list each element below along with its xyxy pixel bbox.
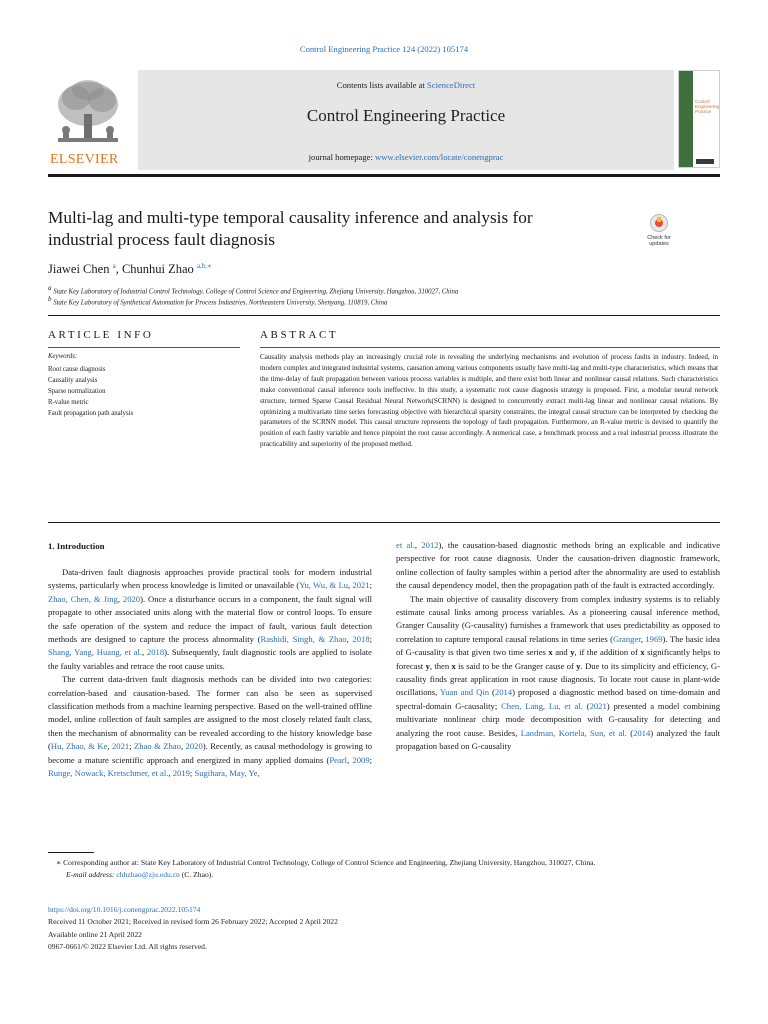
body-text: ) presented a model combining multivariate nonlinear chirp mode decomposition with G-causality for detecting and analyzing the root cause. Besides,	[396, 700, 721, 738]
citation-link[interactable]: Rashidi, Singh, & Zhao	[260, 634, 347, 645]
citation-link[interactable]: 2014	[494, 687, 513, 698]
citation-link[interactable]: Yuan and Qin	[440, 687, 489, 698]
section-divider	[48, 315, 720, 316]
crossmark-label-line: updates	[649, 241, 669, 247]
keywords-label: Keywords:	[48, 353, 78, 360]
body-text: ). Once a disturbance occurs in a component, the fault signal will propagate to other associated units along with the material flow or control loops. To ensure the safe operation of the system and reduce the impact of fault, various fault detection methods are designed to capture the process abnormality (	[48, 593, 373, 645]
cover-title	[695, 99, 719, 114]
citation-link[interactable]: 2009	[352, 754, 370, 765]
citation-link[interactable]: 2020	[122, 593, 141, 604]
cover-title-line: Engineering	[695, 104, 720, 109]
article-title-line: Multi-lag and multi-type temporal causality inference and analysis for	[48, 208, 533, 227]
footnote-email-line	[48, 869, 720, 881]
body-text: ,	[117, 593, 123, 604]
affiliation-marker: a	[48, 284, 52, 292]
body-text: The main objective of causality discovery from complex industry systems is to reliably estimate causal links among process variables. As a pioneering causal inference method, Granger Causality (G-causality) furnishes a framework that uses predictability as opposed to correlation to capture temporal causal relations in time series (	[396, 593, 720, 644]
body-text: ). Recently, as causal methodology is growing to become a mature scientific approach and energized in many applied domains (	[48, 741, 373, 765]
citation-link[interactable]: Chen, Lang, Lu, et al.	[501, 700, 583, 711]
affiliation-text: State Key Laboratory of Synthetical Automation for Process Industries, Northeastern University, Shenyang, 110819, China	[51, 299, 388, 307]
available-online: Available online 21 April 2022	[48, 929, 142, 939]
body-text: ,	[141, 647, 147, 658]
journal-header	[48, 70, 720, 172]
keyword: Fault propagation path analysis	[48, 409, 134, 417]
citation-link[interactable]: Yu, Wu, & Lu	[299, 580, 348, 591]
author-name: Chunhui Zhao	[121, 262, 194, 277]
body-text: ,	[347, 754, 353, 765]
citation-link[interactable]: Granger	[612, 633, 641, 644]
journal-name: Control Engineering Practice	[306, 106, 506, 125]
author-affiliation-ref[interactable]: a	[112, 262, 116, 270]
article-info-divider	[48, 347, 240, 348]
affiliation-a	[48, 284, 458, 295]
crossmark-label	[642, 235, 676, 247]
citation-link[interactable]: Hu, Zhao, & Ke	[50, 741, 108, 752]
check-for-updates-badge[interactable]	[642, 214, 676, 254]
body-text: ,	[346, 634, 353, 645]
author-list	[48, 262, 212, 277]
citation-link[interactable]: 2021	[589, 700, 607, 711]
email-label: E-mail address:	[66, 870, 115, 880]
citation-link[interactable]: et al.	[396, 540, 415, 550]
cover-title-line: Practice	[695, 109, 712, 114]
body-text: (	[489, 687, 495, 698]
body-text: is said to be the Granger cause of	[455, 660, 577, 671]
corresponding-author-footnote	[48, 857, 720, 882]
keywords-list	[48, 365, 133, 420]
journal-cover-thumbnail[interactable]	[678, 70, 720, 168]
journal-reference[interactable]: Control Engineering Practice 124 (2022) 105174	[299, 44, 469, 54]
affiliation-marker: b	[48, 295, 52, 303]
body-paragraph	[396, 593, 720, 754]
citation-link[interactable]: Zhao, Chen, & Jing	[48, 593, 118, 604]
header-divider	[48, 174, 720, 177]
body-text: ;	[189, 768, 195, 779]
affiliation-text: State Key Laboratory of Industrial Control Technology, College of Control Science and Engineering, Zhejiang University, Hangzhou, 310027, China	[51, 288, 459, 296]
abstract-divider	[260, 347, 720, 348]
citation-link[interactable]: 2019	[172, 768, 190, 779]
keyword: Root cause diagnosis	[48, 366, 106, 373]
body-text: ,	[348, 580, 353, 591]
journal-homepage-link[interactable]: www.elsevier.com/locate/conengprac	[375, 152, 504, 162]
body-text: ). Subsequently, fault diagnostic tools are applied to isolate the faulty variables and retrace the root cause units.	[48, 647, 372, 671]
doi-link[interactable]: https://doi.org/10.1016/j.conengprac.2022.105174	[48, 905, 201, 914]
citation-link[interactable]: 2018	[146, 647, 165, 658]
math-variable: x	[451, 660, 456, 671]
contents-prefix: Contents lists available at	[336, 80, 427, 90]
cover-publisher-mark	[696, 159, 714, 164]
body-text: ;	[129, 741, 135, 752]
citation-link[interactable]: Shang, Yang, Huang, et al.	[48, 647, 142, 658]
body-text: ). The basic idea of G-causality is that given two time series	[396, 633, 720, 658]
cover-spine	[679, 71, 693, 167]
homepage-prefix: journal homepage:	[308, 152, 376, 162]
article-info-heading: ARTICLE INFO	[48, 329, 154, 341]
math-variable: y	[570, 647, 575, 658]
body-text: ;	[369, 634, 372, 645]
received-dates: Received 11 October 2021; Received in revised form 26 February 2022; Accepted 2 April 2022	[48, 917, 338, 927]
body-text: , then	[429, 660, 452, 671]
math-variable: x	[548, 647, 553, 658]
citation-link[interactable]: 2020	[185, 741, 203, 752]
abstract-bottom-divider	[48, 522, 720, 523]
author-separator: ,	[115, 262, 122, 277]
keyword: Sparse normalization	[48, 387, 106, 395]
author-name: Jiawei Chen	[48, 262, 110, 277]
body-text: Data-driven fault diagnosis approaches provide practical tools for modern industrial systems, particularly when process knowledge is limited or unavailable (	[48, 567, 372, 591]
article-title-line: industrial process fault diagnosis	[48, 230, 276, 249]
citation-link[interactable]: 2014	[633, 727, 651, 738]
homepage-line	[138, 152, 674, 162]
body-text: ;	[369, 754, 372, 765]
abstract-heading: ABSTRACT	[260, 329, 339, 341]
body-text: (	[626, 727, 634, 738]
citation-link[interactable]: 2012	[421, 540, 439, 550]
email-link[interactable]: chhzhao@zju.edu.cn	[116, 870, 180, 880]
body-paragraph	[48, 673, 372, 780]
email-suffix: (C. Zhao).	[179, 870, 214, 880]
body-text: (	[582, 700, 590, 711]
crossmark-label-line: Check for	[647, 235, 671, 241]
citation-link[interactable]: 2021	[352, 580, 370, 591]
abstract-text: Causality analysis methods play an increasingly crucial role in revealing the underlying mechanisms and evolution of process faults in industry. Indeed, in modern complex and integrated industrial systems, causation among various components usually have multi-lag and multi-type characteristics, which means that the time-delay of fault propagation between various process variables is multiple, and there exist both linear and nonlinear causal relations. Such characteristics make conventional causal inference tools ineffective. In this study, a systematic root cause diagnosis strategy is proposed. First, a modular neural network structure, termed Sparse Causal Residual Neural Network(SCRNN) is designed to concurrently extract multi-lag linear and nonlinear causal relations. By optimizing a multivariate time series forecasting objective with hierarchical sparsity constraints, the integral causal structure can be interpreted by checking the parameters of the SCRNN model. This causal structure represents the topology of fault propagation. Furthermore, an R-value metric is devised to quantify the position of each faulty variable and hence pinpoint the root cause accordingly. A numerical case, a benchmark process and a real industrial process illustrate the practicability and superiority of the proposed method.	[260, 353, 718, 449]
math-variable: x	[640, 647, 645, 658]
body-text: significantly helps to forecast	[396, 647, 721, 671]
body-text: ) analyzed the fault propagation based on G-causality	[396, 727, 721, 752]
journal-banner	[138, 70, 674, 170]
footnote-corresponding	[48, 857, 720, 869]
corresponding-author-mark[interactable]: ∗	[207, 262, 212, 270]
body-text: ,	[107, 741, 112, 752]
body-text: ,	[180, 741, 186, 752]
affiliation-b	[48, 295, 387, 306]
crossmark-icon	[650, 214, 668, 232]
copyright: 0967-0661/© 2022 Elsevier Ltd. All rights reserved.	[48, 942, 207, 952]
citation-link[interactable]: Sugihara, May, Ye,	[194, 768, 260, 779]
math-variable: y	[576, 660, 581, 671]
citation-link[interactable]: Landman, Kortela, Sun, et al.	[520, 727, 627, 738]
footnote-corresponding-text: Corresponding author at: State Key Laboratory of Industrial Control Technology, College of Control Science and Engineering, Zhejiang University, Hangzhou, 310027, China.	[63, 858, 596, 867]
math-variable: y	[425, 660, 430, 671]
body-text: ) proposed a diagnostic method based on time-domain and spectral-domain G-causality;	[396, 687, 720, 711]
citation-link[interactable]: Zhao & Zhao	[134, 741, 181, 752]
footnote-divider	[48, 852, 94, 853]
body-paragraph	[48, 566, 372, 673]
body-text: ,	[168, 768, 173, 779]
author-affiliation-ref[interactable]: a,b,	[196, 262, 208, 270]
citation-link[interactable]: Pearl	[329, 754, 348, 765]
body-text: ), the causation-based diagnostic methods bring an explicable and indicative perspective for root cause diagnosis. Under the causation-driven diagnostic framework, online collection of faulty samples within a period after the abnormality are used to establish the causal dependency model, then the propagation path of the fault is extracted accordingly.	[396, 540, 721, 591]
body-column-left	[48, 566, 372, 781]
body-text: . Due to its simplicity and efficiency, G-causality finds great application in root cause diagnosis. To locate root cause in plant-wide oscillations,	[396, 660, 720, 698]
body-text: ,	[640, 633, 646, 644]
contents-line	[138, 80, 674, 90]
keyword: Causality analysis	[48, 376, 98, 384]
sciencedirect-link[interactable]: ScienceDirect	[427, 80, 476, 90]
body-text: and	[552, 647, 571, 658]
body-text: , if the addition of	[574, 647, 641, 658]
body-column-right	[396, 539, 720, 754]
publisher-logo-text: ELSEVIER	[50, 152, 119, 167]
footnote-star: ∗	[56, 858, 62, 867]
body-paragraph	[396, 539, 720, 593]
article-title	[48, 207, 608, 251]
citation-link[interactable]: 2021	[112, 741, 130, 752]
citation-link[interactable]: 1969	[645, 633, 663, 644]
crossmark-icon-bookmark	[657, 217, 661, 222]
citation-link[interactable]: Runge, Nowack, Kretschmer, et al.	[48, 768, 169, 779]
publication-info	[48, 904, 338, 954]
cover-title-line: Control	[695, 99, 710, 104]
body-text: ,	[414, 540, 422, 550]
body-text: ;	[369, 580, 372, 591]
introduction-heading: 1. Introduction	[48, 541, 105, 551]
keyword: R-value metric	[48, 398, 89, 406]
body-text: The current data-driven fault diagnosis methods can be divided into two categories: correlation-based and causation-based. The former can also be seen as supervised classification methods from a machine learning perspective. Based on the well-trained offline model, online collection of fault samples are assigned to the most closely related fault class, then the mechanism of abnormality can be revealed according to the history knowledge base (	[48, 674, 372, 752]
citation-link[interactable]: 2018	[352, 634, 370, 645]
